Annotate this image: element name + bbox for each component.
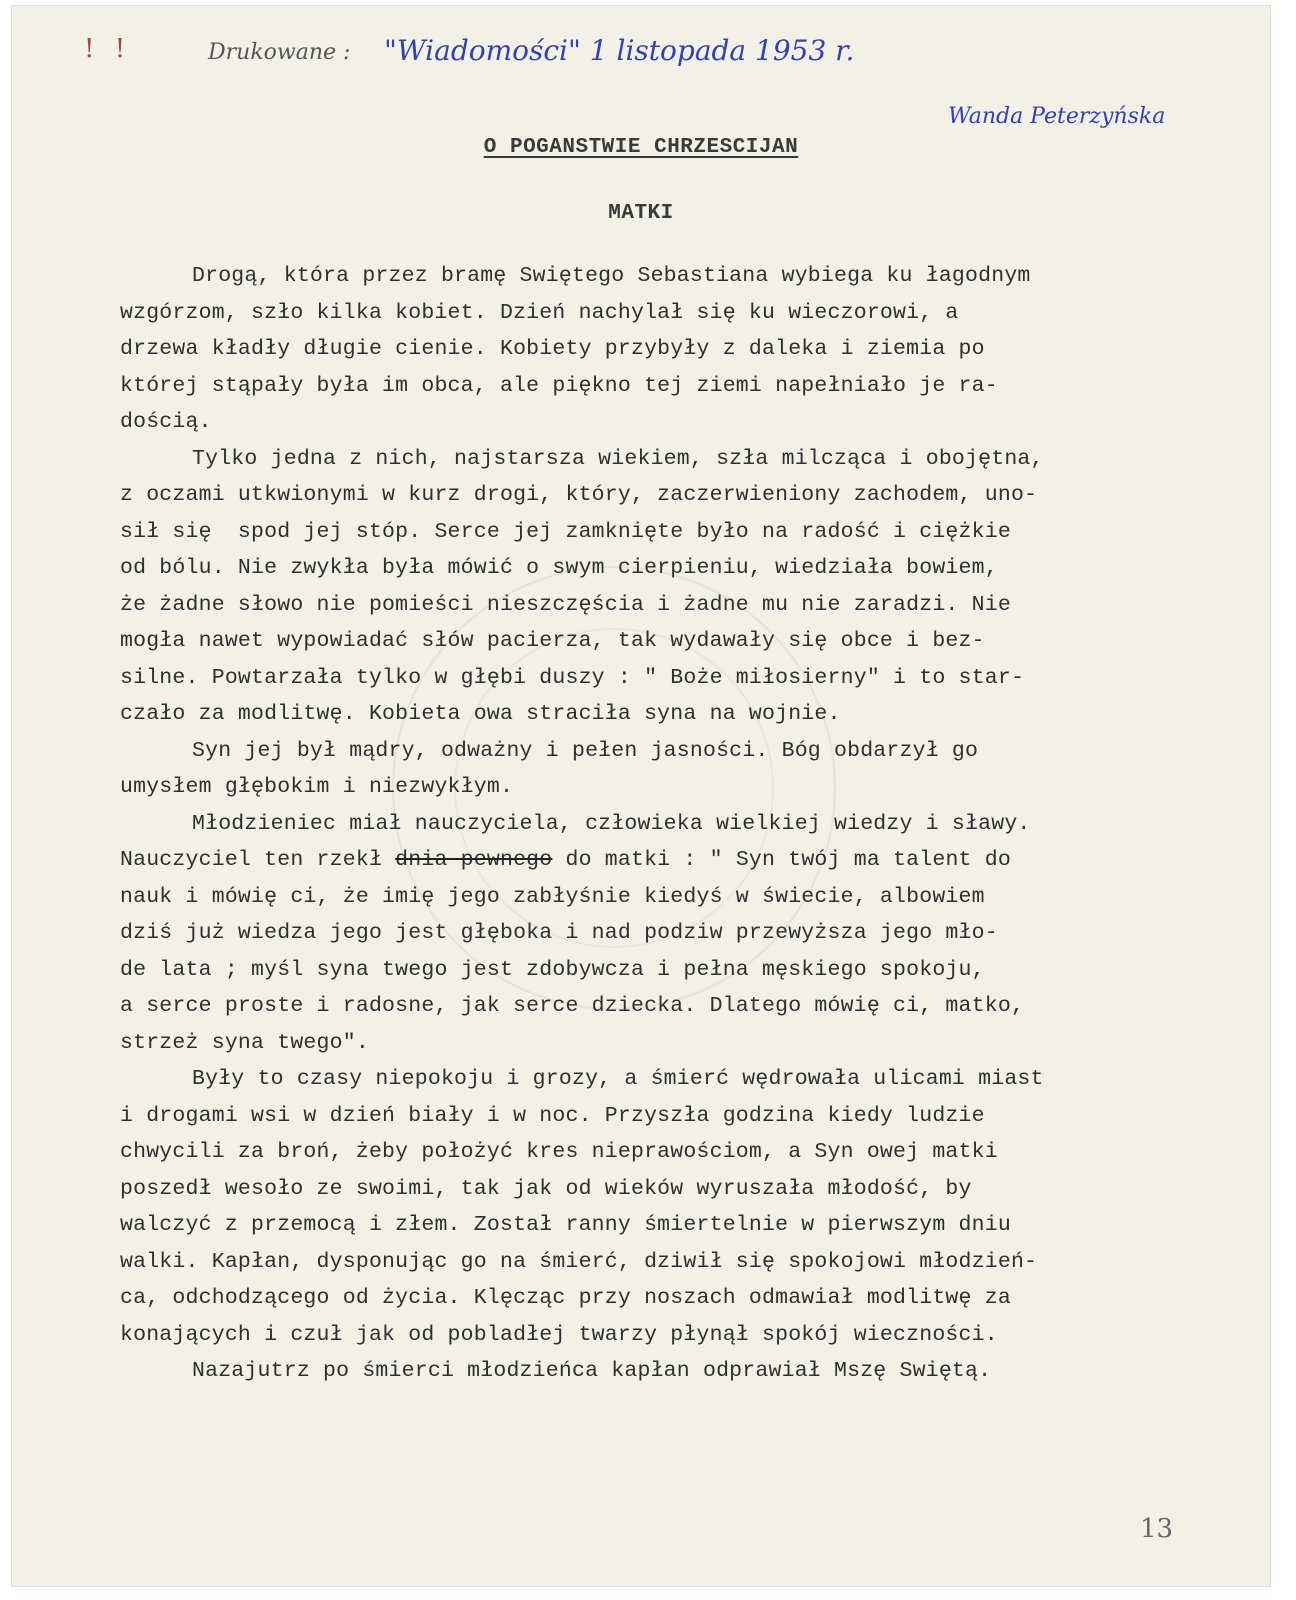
text-line: dością. <box>120 410 212 434</box>
text-line: Nazajutrz po śmierci młodzieńca kapłan odprawiał Mszę Swiętą. <box>192 1359 992 1383</box>
text-line: poszedł wesoło ze swoimi, tak jak od wieków wyruszała młodość, by <box>120 1176 972 1201</box>
text-line: Syn jej był mądry, odważny i pełen jasności. Bóg obdarzył go <box>192 738 979 763</box>
document-body <box>120 258 1260 1390</box>
document-title <box>12 136 1270 159</box>
text-line: Drogą, która przez bramę Swiętego Sebastiana wybiega ku łagodnym <box>192 264 1031 288</box>
document-title-text: O POGANSTWIE CHRZESCIJAN <box>483 136 799 159</box>
text-line: de lata ; myśl syna twego jest zdobywcza i pełna męskiego spokoju, <box>120 957 985 982</box>
handwritten-publication-info: "Wiadomości" 1 listopada 1953 r. <box>384 34 855 67</box>
text-line: strzeż syna twego". <box>120 1030 369 1055</box>
text-line: wzgórzom, szło kilka kobiet. Dzień nachylał się ku wieczorowi, a <box>120 300 959 325</box>
text-line: silne. Powtarzała tylko w głębi duszy : " Boże miłosierny" i to star- <box>120 665 1025 690</box>
text-line: od bólu. Nie zwykła była mówić o swym cierpieniu, wiedziała bowiem, <box>120 556 998 580</box>
text-line: walki. Kapłan, dysponując go na śmierć, dziwił się spokojowi młodzień- <box>120 1249 1038 1274</box>
text-line: Młodzieniec miał nauczyciela, człowieka wielkiej wiedzy i sławy. <box>192 811 1031 836</box>
text-line: nauk i mówię ci, że imię jego zabłyśnie kiedyś w świecie, albowiem <box>120 884 985 909</box>
text-line: umysłem głębokim i niezwykłym. <box>120 775 514 799</box>
text-line: drzewa kładły długie cienie. Kobiety przybyły z daleka i ziemia po <box>120 337 985 361</box>
text-line: mogła nawet wypowiadać słów pacierza, tak wydawały się obce i bez- <box>120 629 985 653</box>
text-line: dziś już wiedza jego jest głęboka i nad podziw przewyższa jego mło- <box>120 921 998 945</box>
text-line: że żadne słowo nie pomieści nieszczęścia i żadne mu nie zaradzi. Nie <box>120 592 1011 617</box>
document-page <box>12 6 1270 1586</box>
text-line: Nauczyciel ten rzekł dnia pewnego do matki : " Syn twój ma talent do <box>120 848 1011 872</box>
text-line: a serce proste i radosne, jak serce dziecka. Dlatego mówię ci, matko, <box>120 994 1025 1018</box>
text-line: i drogami wsi w dzień biały i w noc. Przyszła godzina kiedy ludzie <box>120 1103 985 1128</box>
struck-text: dnia pewnego <box>395 848 553 872</box>
text-line: z oczami utkwionymi w kurz drogi, który, zaczerwieniony zachodem, uno- <box>120 483 1038 507</box>
text-line: walczyć z przemocą i złem. Został ranny śmiertelnie w pierwszym dniu <box>120 1213 1011 1237</box>
text-line: sił się spod jej stóp. Serce jej zamknięte było na radość i ciężkie <box>120 519 1011 544</box>
text-line: ca, odchodzącego od życia. Klęcząc przy noszach odmawiał modlitwę za <box>120 1286 1011 1310</box>
text-line: której stąpały była im obca, ale piękno tej ziemi napełniało je ra- <box>120 373 998 398</box>
text-line: czało za modlitwę. Kobieta owa straciła syna na wojnie. <box>120 702 841 726</box>
handwritten-author-name: Wanda Peterzyńska <box>948 104 1166 129</box>
document-subtitle: MATKI <box>608 202 674 225</box>
text-line: Były to czasy niepokoju i grozy, a śmierć wędrowała ulicami miast <box>192 1067 1044 1091</box>
text-line: Tylko jedna z nich, najstarsza wiekiem, szła milcząca i obojętna, <box>192 446 1044 471</box>
handwritten-printed-note: Drukowane : <box>208 40 351 65</box>
red-marks: ! ! <box>84 34 132 64</box>
page-number: 13 <box>1140 1514 1174 1544</box>
text-line: konających i czuł jak od pobladłej twarzy płynął spokój wieczności. <box>120 1322 998 1347</box>
text-line: chwycili za broń, żeby położyć kres nieprawościom, a Syn owej matki <box>120 1140 998 1164</box>
